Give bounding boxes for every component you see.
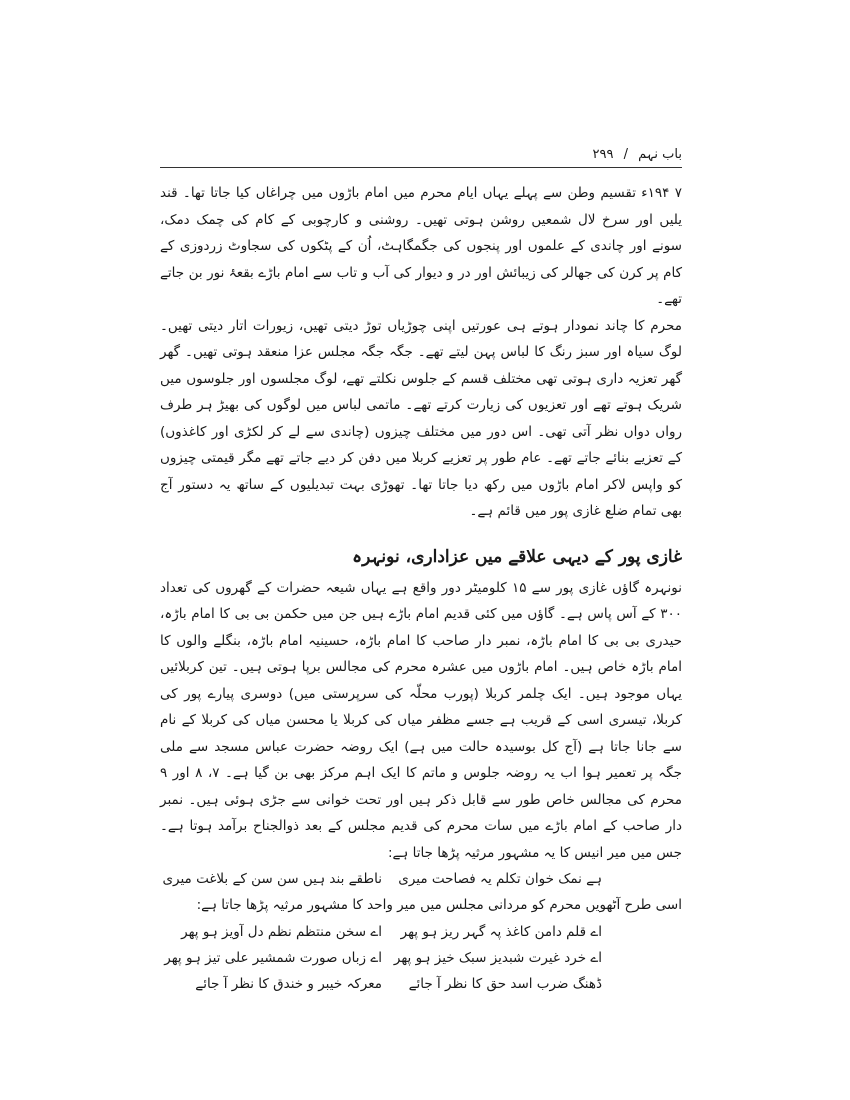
verse-hemistich-left: اے سخن منتظم نظم دل آویز ہو پھر — [181, 923, 382, 940]
verse-hemistich-right: اے خرد غیرت شبدیز سبک خیز ہو پھر — [393, 949, 602, 966]
header-rule — [160, 167, 682, 168]
section-paragraph: نونہرہ گاؤں غازی پور سے ۱۵ کلومیٹر دور واقع ہے یہاں شیعہ حضرات کے گھروں کی تعداد ۳۰۰ کے آس پاس ہے۔ گاؤں میں کئی قدیم امام باڑے ہیں جن میں حکمن بی بی کا امام باڑہ، حیدری بی بی کا امام باڑہ، نمبر دار صاحب کا امام باڑہ، حسینیہ امام باڑہ، بنگلے والوں کا امام باڑہ خاص ہیں۔ امام باڑوں میں عشرہ محرم کی مجالس برپا ہوتی ہیں۔ تین کربلائیں یہاں موجود ہیں۔ ایک چلمر کربلا (پورب محلّہ کی سرپرستی میں) دوسری پیارے پور کی کربلا، تیسری اسی کے قریب ہے جسے مظفر میاں کی کربلا یا محسن میاں کی کربلا کے نام سے جانا جاتا ہے (آج کل بوسیدہ حالت میں ہے) ایک روضہ حضرت عباس مسجد سے ملی جگہ پر تعمیر ہوا اب یہ روضہ جلوس و ماتم کا ایک اہم مرکز بھی بن گیا ہے۔ ۷، ۸ اور ۹ محرم کی مجالس خاص طور سے قابل ذکر ہیں اور تحت خوانی سے جڑی ہوئی ہیں۔ نمبر دار صاحب کے امام باڑے میں سات محرم کی قدیم مجلس کے بعد ذوالجناح برآمد ہوتا ہے۔ جس میں میر انیس کا یہ مشہور مرثیہ پڑھا جاتا ہے: — [160, 579, 682, 861]
paragraph: محرم کا چاند نمودار ہوتے ہی عورتیں اپنی چوڑیاں توڑ دیتی تھیں، زیورات اتار دیتی تھیں۔ لوگ سیاہ اور سبز رنگ کا لباس پہن لیتے تھے۔ جگہ جگہ مجلس عزا منعقد ہوتی تھیں۔ گھر گھر تعزیہ داری ہوتی تھی مختلف قسم کے جلوس نکلتے تھے، لوگ مجلسوں اور جلوسوں میں شریک ہوتے تھے اور تعزیوں کی زیارت کرتے تھے۔ ماتمی لباس میں لوگوں کی بھیڑ ہر طرف رواں دواں نظر آتی تھی۔ اس دور میں مختلف چیزوں (چاندی سے لے کر لکڑی اور کاغذوں) کے تعزیے بنائے جاتے تھے۔ عام طور پر تعزیے کربلا میں دفن کر دیے جاتے تھے مگر قیمتی چیزوں کو واپس لاکر امام باڑوں میں رکھ دیا جاتا تھا۔ تھوڑی بہت تبدیلیوں کے ساتھ یہ دستور آج بھی تمام ضلع غازی پور میں قائم ہے۔ — [160, 317, 682, 519]
verse-hemistich-left: معرکہ خیبر و خندق کا نظر آ جائے — [195, 975, 382, 992]
running-header — [160, 145, 682, 167]
paragraph: ۷ ۱۹۴ء تقسیم وطن سے پہلے یہاں ایام محرم میں امام باڑوں میں چراغاں کیا جاتا تھا۔ قند یلیں اور سرخ لال شمعیں روشن ہوتی تھیں۔ روشنی و کارچوبی کے کام کی چمک دمک، سونے اور چاندی کے علموں اور پنجوں کی جگمگاہٹ، اُن کے پٹکوں کی سجاوٹ زردوزی کے کام پر کرن کی جھالر کی زیبائش اور در و دیوار کی آب و تاب سے امام باڑے بقعۂ نور بن جاتے تھے۔ — [160, 185, 682, 307]
section-heading: غازی پور کے دیہی علاقے میں عزاداری، نونہرہ — [352, 546, 682, 567]
verse-intro: اسی طرح آٹھویں محرم کو مردانی مجلس میں میر واحد کا مشہور مرثیہ پڑھا جاتا ہے: — [196, 897, 682, 913]
verse-line — [160, 919, 682, 945]
chapter-title: باب نہم — [638, 147, 682, 162]
body-text — [160, 180, 682, 997]
verse-hemistich-right: ہے نمک خوان تکلم یہ فصاحت میری — [398, 871, 602, 887]
verse-hemistich-left: ناطقے بند ہیں سن سن کے بلاغت میری — [162, 871, 382, 887]
page-number: ۲۹۹ — [592, 147, 614, 162]
verse-hemistich-left: اے زباں صورت شمشیر علی تیز ہو پھر — [164, 949, 382, 966]
verse-line — [160, 866, 682, 892]
verse-hemistich-right: اے قلم دامن کاغذ پہ گہر ریز ہو پھر — [400, 923, 602, 940]
verse-line — [160, 971, 682, 997]
verse-hemistich-right: ڈھنگ ضرب اسد حق کا نظر آ جائے — [408, 975, 602, 992]
header-separator: / — [623, 147, 629, 162]
verse-line — [160, 945, 682, 971]
